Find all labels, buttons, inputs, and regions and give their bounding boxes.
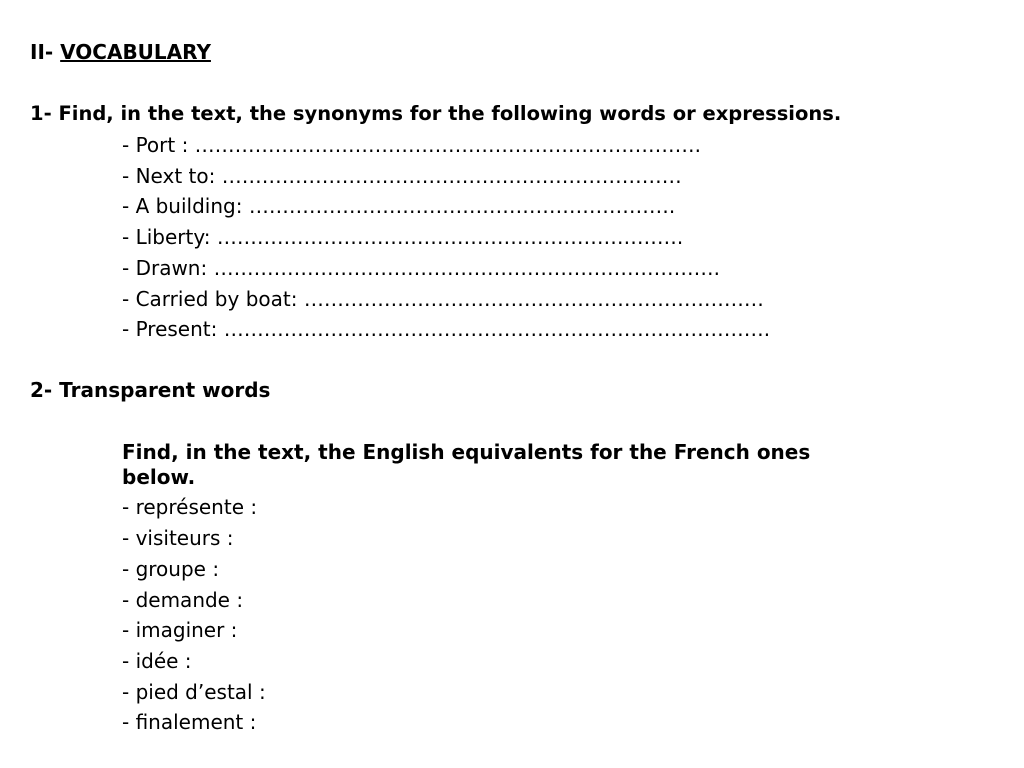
transparent-word-imaginer: - imaginer : [122,618,238,642]
part1-heading: 1- Find, in the text, the synonyms for the following words or expressions. [30,102,842,125]
synonym-item-carried-by-boat: - Carried by boat: …………………………………………………………… [122,287,764,311]
synonym-item-drawn: - Drawn: …………………………………………………………………. [122,256,720,280]
section-heading [30,40,211,64]
synonym-item-next-to: - Next to: …………………………………………………………… [122,164,682,188]
section-number: II- [30,40,54,64]
synonym-item-liberty: - Liberty: ……………………………………………………………. [122,225,684,249]
part2-instruction-line2: below. [122,465,196,489]
part2-instruction-line1: Find, in the text, the English equivalents for the French ones [122,440,811,464]
transparent-word-groupe: - groupe : [122,557,220,581]
part2-heading: 2- Transparent words [30,378,271,402]
transparent-word-idee: - idée : [122,649,192,673]
transparent-word-finalement: - finalement : [122,710,257,734]
synonym-item-port: - Port : …………………………………………………………………. [122,133,702,157]
transparent-word-represente: - représente : [122,495,258,519]
transparent-word-pied-destal: - pied d’estal : [122,680,266,704]
synonym-item-a-building: - A building: ………………………………………………………. [122,194,676,218]
transparent-word-demande: - demande : [122,588,244,612]
section-title: VOCABULARY [60,40,211,64]
transparent-word-visiteurs: - visiteurs : [122,526,234,550]
synonym-item-present: - Present: ………………………………………………………………………. [122,317,771,341]
